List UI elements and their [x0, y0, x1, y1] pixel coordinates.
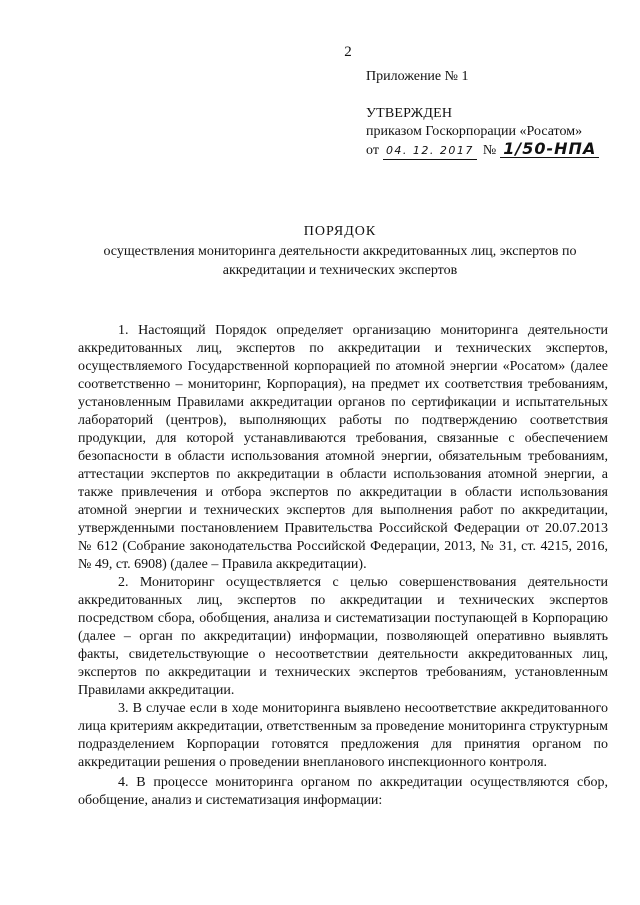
approved-label: УТВЕРЖДЕН — [366, 106, 453, 121]
paragraph-3: 3. В случае если в ходе мониторинга выявлено несоответствие аккредитованного лица критериям аккредитации, ответственным за проведение мониторинга структурным подразделением Корпорации готовятся предложения для принятия органом по аккредитации решения о проведении внепланового инспекционного контроля. — [78, 701, 608, 770]
document-title: ПОРЯДОК — [303, 224, 377, 239]
document-body — [78, 322, 608, 810]
paragraph-2: 2. Мониторинг осуществляется с целью совершенствования деятельности аккредитованных лиц, экспертов по аккредитации и технических экспертов посредством сбора, обобщения, анализа и систематизации поступающей в Корпорацию (далее – орган по аккредитации) информации, позволяющей оперативно выявлять факты, свидетельствующие о несоответствии деятельности аккредитованных лиц, экспертов по аккредитации и технических экспертов требованиям, установленным Правилами аккредитации. — [78, 575, 608, 698]
order-label: приказом Госкорпорации «Росатом» — [366, 124, 583, 139]
appendix-label: Приложение № 1 — [366, 69, 469, 84]
number-sign: № — [482, 143, 497, 158]
document-title-block — [60, 222, 620, 280]
date-prefix: от — [366, 143, 379, 158]
order-date: 04. 12. 2017 — [383, 143, 477, 160]
paragraph-1: 1. Настоящий Порядок определяет организацию мониторинга деятельности аккредитованных лиц, экспертов по аккредитации и технических экспертов, осуществляемого Государственной корпорацией по атомной энергии «Росатом» (далее соответственно – мониторинг, Корпорация), на предмет их соответствия требованиям, установленным Правилами аккредитации органов по сертификации и испытательных лабораторий (центров), выполняющих работы по подтверждению соответствия продукции, для которой устанавливаются требования, связанные с обеспечением безопасности в области использования атомной энергии, обязательным требованиям, аттестации экспертов по аккредитации в области использования атомной энергии, а также привлечения и отбора экспертов по аккредитации в области использования атомной энергии и технических экспертов для выполнения работ по аккредитации, утвержденными постановлением Правительства Российской Федерации от 20.07.2013 № 612 (Собрание законодательства Российской Федерации, 2013, № 31, ст. 4215, 2016, № 49, ст. 6908) (далее – Правила аккредитации). — [78, 323, 608, 572]
page-number: 2 — [344, 44, 352, 60]
order-number: 1/50-НПА — [500, 141, 599, 158]
paragraph-4: 4. В процессе мониторинга органом по аккредитации осуществляются сбор, обобщение, анализ и систематизация информации: — [78, 775, 608, 808]
approval-header — [366, 68, 636, 160]
order-date-line — [366, 141, 636, 160]
document-subtitle: осуществления мониторинга деятельности аккредитованных лиц, экспертов по аккредитации и технических экспертов — [103, 244, 577, 278]
